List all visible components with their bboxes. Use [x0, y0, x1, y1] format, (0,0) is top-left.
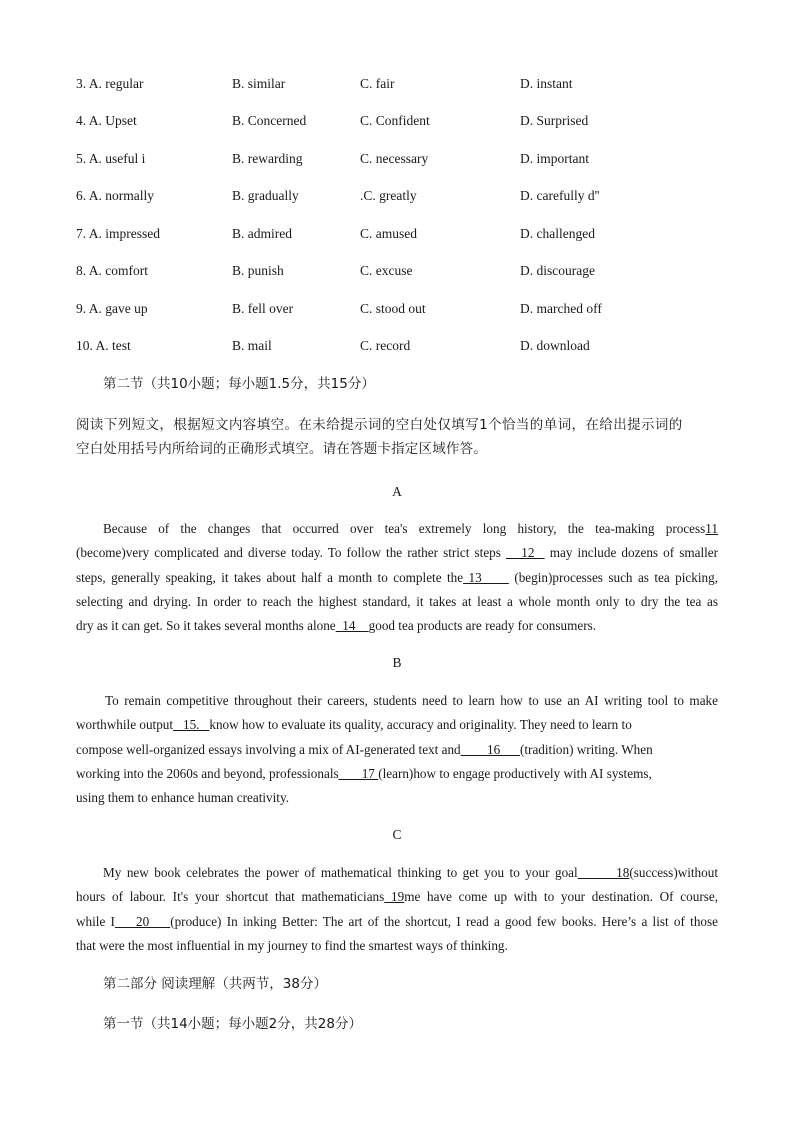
text: hours of labour. It's your shortcut that mathematicians — [76, 889, 385, 905]
instruction-line: 阅读下列短文，根据短文内容填空。在未给提示词的空白处仅填写1个恰当的单词，在给出提示词的 — [76, 417, 683, 433]
option-c: C. stood out — [360, 301, 426, 316]
text-line: selecting and drying. In order to reach the highest standard, it takes at least a whole month only to dry the tea as — [76, 593, 718, 609]
text-line — [76, 541, 718, 565]
passage-b — [76, 689, 718, 810]
text: good tea products are ready for consumers. — [368, 618, 597, 634]
text: (tradition) writing. When — [520, 741, 653, 757]
option-a: 4. A. Upset — [76, 113, 137, 128]
option-b: B. similar — [232, 76, 286, 91]
blank-11: 11 — [705, 521, 718, 536]
option-c: C. fair — [360, 76, 395, 91]
text: (produce) In inking Better: The art of the shortcut, I read a good few books. Here’s a list of those — [170, 913, 719, 929]
text-line — [76, 738, 718, 762]
option-row — [0, 335, 794, 357]
option-a: 7. A. impressed — [76, 226, 160, 241]
text-line: using them to enhance human creativity. — [76, 790, 290, 806]
option-row — [0, 223, 794, 245]
option-b: B. Concerned — [232, 113, 307, 128]
option-d: D. download — [520, 338, 590, 353]
option-d: D. important — [520, 151, 589, 166]
part-heading: 第二部分 阅读理解（共两节，38分） — [103, 976, 327, 992]
text: My new book celebrates the power of mathematical thinking to get you to your goal — [103, 865, 578, 880]
blank-18: 18 — [577, 865, 630, 880]
option-d: D. marched off — [520, 301, 602, 316]
passage-a — [76, 517, 718, 638]
text: worthwhile output — [76, 717, 174, 733]
text-line — [76, 517, 718, 541]
option-row — [0, 260, 794, 282]
passage-letter: C — [392, 827, 402, 842]
text: (become)very complicated and diverse today. To follow the rather strict steps — [76, 545, 501, 561]
text: steps, generally speaking, it takes about half a month to complete the — [76, 569, 464, 585]
option-row — [0, 148, 794, 170]
option-row — [0, 298, 794, 320]
text: me have come up with to your destination. Of course, — [404, 889, 719, 905]
blank-12: 12 — [506, 545, 545, 561]
option-a: 3. A. regular — [76, 76, 144, 91]
text-line: To remain competitive throughout their careers, students need to learn how to use an AI writing tool to make — [105, 693, 718, 708]
text-line — [76, 713, 718, 737]
option-b: B. punish — [232, 263, 284, 278]
option-b: B. rewarding — [232, 151, 303, 166]
option-c: C. record — [360, 338, 411, 353]
instructions — [76, 413, 718, 461]
blank-13: 13 — [463, 569, 509, 585]
text: Because of the changes that occurred over tea's extremely long history, the tea-making process — [103, 521, 706, 536]
option-c: C. amused — [360, 226, 417, 241]
option-row — [0, 73, 794, 95]
option-a: 5. A. useful i — [76, 151, 146, 166]
text-line — [76, 762, 718, 786]
option-d: D. instant — [520, 76, 573, 91]
section-heading: 第二节（共10小题；每小题1.5分，共15分） — [103, 376, 375, 392]
text: while I — [76, 913, 115, 929]
text-line — [76, 566, 718, 590]
text: (begin)processes such as tea picking, — [514, 569, 719, 585]
blank-20: 20 — [114, 913, 171, 929]
blank-16: 16 — [460, 741, 520, 757]
text: (learn)how to engage productively with AI systems, — [378, 765, 652, 781]
option-row — [0, 110, 794, 132]
blank-19: 19 — [384, 889, 405, 905]
option-row — [0, 185, 794, 207]
option-b: B. fell over — [232, 301, 294, 316]
option-a: 6. A. normally — [76, 188, 154, 203]
option-d: D. Surprised — [520, 113, 589, 128]
text: dry as it can get. So it takes several months alone — [76, 618, 336, 634]
subsection-heading: 第一节（共14小题；每小题2分，共28分） — [103, 1016, 362, 1032]
text: know how to evaluate its quality, accuracy and originality. They need to learn to — [209, 717, 632, 733]
option-d: D. carefully d'' — [520, 188, 600, 203]
passage-letter: B — [392, 655, 402, 670]
blank-15: 15. — [173, 717, 210, 733]
option-a: 10. A. test — [76, 338, 131, 353]
option-c: C. Confident — [360, 113, 430, 128]
option-c: C. necessary — [360, 151, 429, 166]
text: working into the 2060s and beyond, professionals — [76, 765, 339, 781]
option-c: C. excuse — [360, 263, 413, 278]
option-a: 9. A. gave up — [76, 301, 148, 316]
passage-letter: A — [392, 484, 402, 499]
text-line — [76, 885, 718, 909]
option-d: D. challenged — [520, 226, 595, 241]
option-b: B. mail — [232, 338, 272, 353]
text-line — [76, 910, 718, 934]
text-line — [76, 861, 718, 885]
instruction-line: 空白处用括号内所给词的正确形式填空。请在答题卡指定区域作答。 — [76, 441, 487, 457]
option-b: B. admired — [232, 226, 292, 241]
option-a: 8. A. comfort — [76, 263, 148, 278]
passage-c — [76, 861, 718, 958]
option-d: D. discourage — [520, 263, 595, 278]
blank-17: 17 — [338, 765, 379, 781]
text: (success)without — [629, 865, 719, 880]
text: compose well-organized essays involving a mix of AI-generated text and — [76, 741, 461, 757]
option-b: B. gradually — [232, 188, 299, 203]
text-line: that were the most influential in my journey to find the smartest ways of thinking. — [76, 937, 508, 953]
text: may include dozens of smaller — [549, 545, 719, 561]
text-line — [76, 614, 718, 638]
option-c: .C. greatly — [360, 188, 417, 203]
blank-14: 14 — [335, 618, 369, 634]
